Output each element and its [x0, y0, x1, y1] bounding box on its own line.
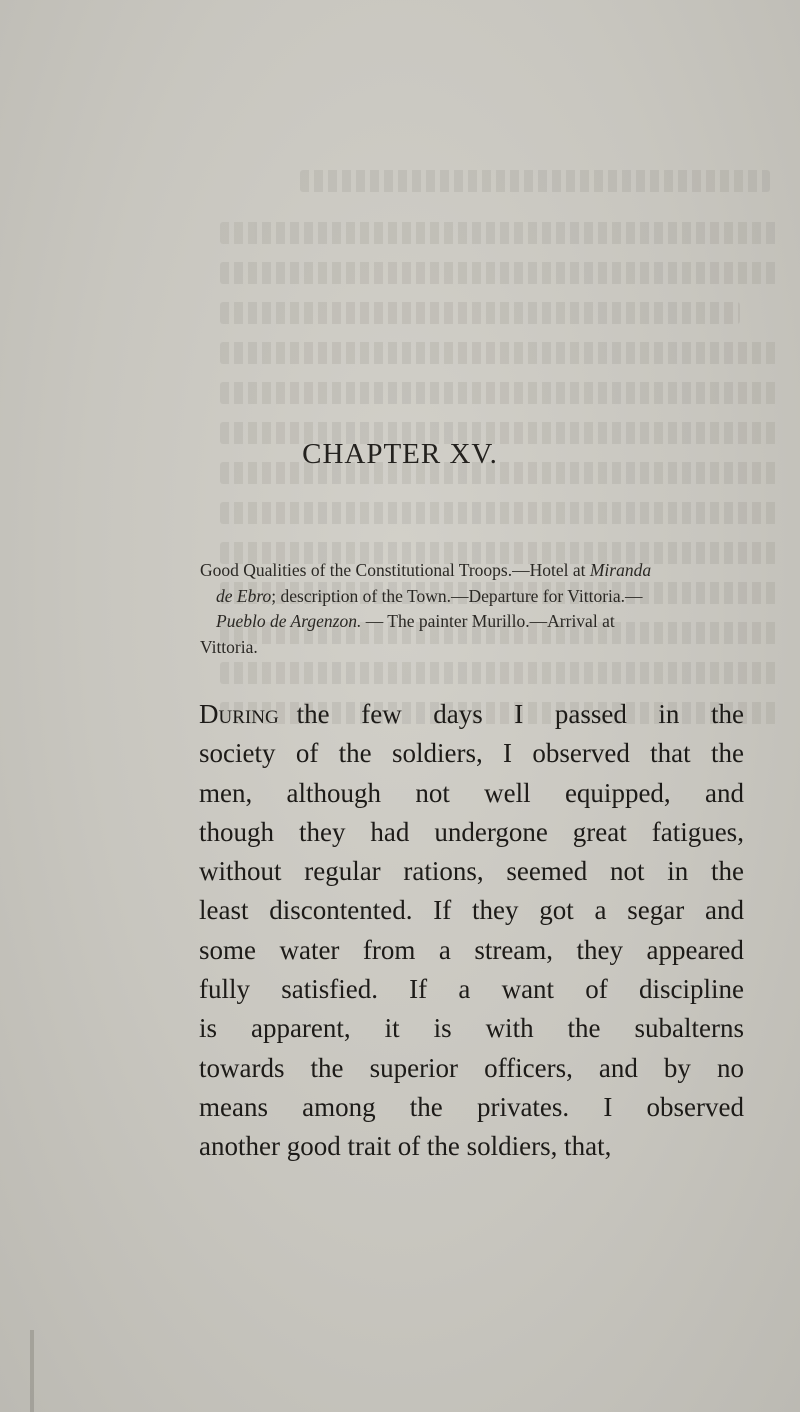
- text-line: [199, 695, 744, 734]
- word: apparent,: [250, 1013, 351, 1044]
- text-line: [199, 891, 744, 930]
- word: is: [199, 1013, 218, 1044]
- word: superior: [369, 1052, 459, 1083]
- word: of: [295, 738, 319, 769]
- text-line: another good trait of the soldiers, that,: [199, 1131, 612, 1162]
- word: the: [710, 699, 744, 729]
- word: subalterns: [634, 1013, 744, 1044]
- word: it: [384, 1013, 400, 1044]
- word: great: [572, 816, 627, 847]
- page-edge-mark: [30, 1330, 34, 1412]
- word: the: [711, 738, 744, 769]
- word: some: [199, 934, 256, 965]
- word: of: [585, 974, 608, 1005]
- chapter-synopsis: [200, 558, 740, 660]
- word: not: [415, 777, 450, 808]
- word: they: [471, 895, 519, 926]
- word: least: [199, 895, 249, 926]
- word: fully: [199, 974, 250, 1005]
- word: with: [485, 1013, 534, 1044]
- word: I: [514, 699, 524, 729]
- word: not: [610, 856, 645, 887]
- word: society: [199, 738, 276, 769]
- word: from: [362, 934, 416, 965]
- word: in: [658, 699, 680, 729]
- word: If: [433, 895, 452, 926]
- word: no: [716, 1052, 744, 1083]
- word: privates.: [476, 1091, 570, 1122]
- word: and: [705, 895, 744, 926]
- text-line: [199, 970, 744, 1009]
- word: officers,: [484, 1052, 573, 1083]
- word: a: [594, 895, 607, 926]
- text-line: [199, 852, 744, 891]
- word: means: [199, 1091, 268, 1122]
- text-line: [199, 813, 744, 852]
- word: men,: [199, 777, 253, 808]
- word: got: [539, 895, 574, 926]
- word: stream,: [474, 934, 554, 965]
- synopsis-line: Pueblo de Argenzon. — The painter Murillo.—Arrival at: [216, 611, 615, 631]
- word: few: [361, 699, 402, 729]
- word: the: [409, 1091, 443, 1122]
- word: the: [710, 856, 744, 887]
- body-paragraph: [199, 695, 744, 1167]
- word: the: [310, 1052, 344, 1083]
- word: water: [279, 934, 340, 965]
- word: they: [298, 816, 346, 847]
- word: in: [667, 856, 689, 887]
- word: passed: [554, 699, 627, 729]
- word: If: [409, 974, 428, 1005]
- word: by: [663, 1052, 691, 1083]
- word: want: [501, 974, 555, 1005]
- opening-word: During: [199, 699, 279, 729]
- word: and: [598, 1052, 638, 1083]
- word: I: [503, 738, 513, 769]
- word: regular: [304, 856, 381, 887]
- word: I: [603, 1091, 613, 1122]
- text-line: [199, 1088, 744, 1127]
- synopsis-line: Good Qualities of the Constitutional Troops.—Hotel at Miranda: [200, 560, 652, 580]
- word: the: [296, 699, 330, 729]
- word: discontented.: [269, 895, 413, 926]
- word: the: [567, 1013, 601, 1044]
- text-line: [199, 1009, 744, 1048]
- word: among: [302, 1091, 376, 1122]
- word: is: [433, 1013, 452, 1044]
- word: satisfied.: [281, 974, 378, 1005]
- word: undergone: [434, 816, 548, 847]
- word: rations,: [403, 856, 484, 887]
- word: a: [458, 974, 471, 1005]
- chapter-title: CHAPTER XV.: [302, 438, 498, 470]
- word: although: [286, 777, 382, 808]
- word: equipped,: [564, 777, 671, 808]
- word: observed: [532, 738, 630, 769]
- word: segar: [627, 895, 685, 926]
- word: a: [438, 934, 451, 965]
- word: well: [484, 777, 531, 808]
- synopsis-line: Vittoria.: [200, 636, 258, 657]
- word: without: [199, 856, 282, 887]
- word: towards: [199, 1052, 285, 1083]
- synopsis-line: de Ebro; description of the Town.—Departure for Vittoria.—: [216, 585, 643, 606]
- word: discipline: [639, 974, 744, 1005]
- word: the: [338, 738, 372, 769]
- word: fatigues,: [651, 816, 744, 847]
- word: they: [576, 934, 624, 965]
- word: had: [370, 816, 410, 847]
- word: and: [704, 777, 744, 808]
- word: though: [199, 816, 275, 847]
- word: soldiers,: [391, 738, 483, 769]
- text-line: [199, 1049, 744, 1088]
- text-line: [199, 931, 744, 970]
- word: seemed: [506, 856, 588, 887]
- word: that: [650, 738, 691, 769]
- text-line: [199, 734, 744, 773]
- word: appeared: [646, 934, 744, 965]
- word: observed: [646, 1091, 744, 1122]
- text-line: [199, 774, 744, 813]
- word: days: [433, 699, 483, 729]
